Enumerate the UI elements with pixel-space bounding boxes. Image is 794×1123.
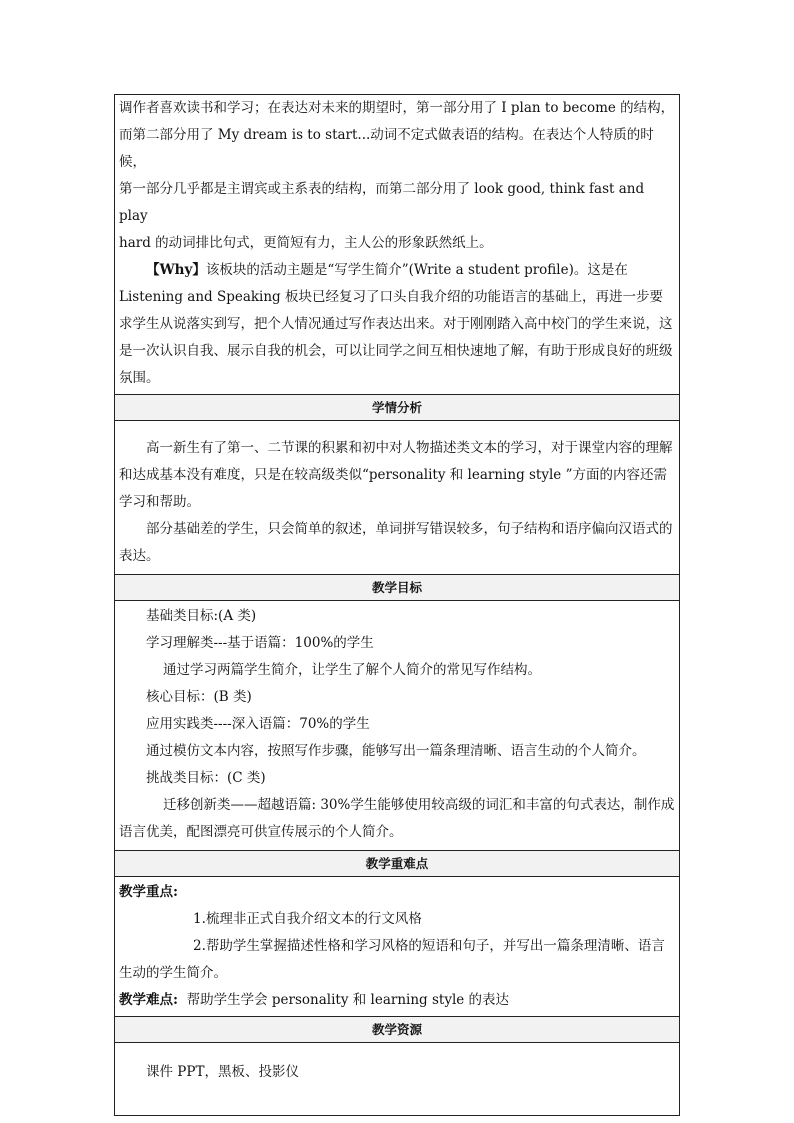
key-label: 教学重点: (119, 884, 178, 900)
goal-a-level: 学习理解类---基于语篇：100%的学生 (146, 635, 374, 651)
key-cell (115, 877, 680, 1017)
lesson-plan-table (114, 94, 680, 1116)
resources-header-row (115, 1017, 680, 1043)
intro-line-3: 第一部分几乎都是主谓宾或主系表的结构，而第二部分用了 look good, think fast and play (119, 181, 645, 224)
goal-b-heading: 核心目标：(B 类) (146, 689, 252, 705)
difficulty-label: 教学难点: (119, 992, 178, 1008)
goals-cell (115, 601, 680, 851)
goal-b-level: 应用实践类----深入语篇：70%的学生 (146, 716, 370, 732)
goals-title: 教学目标 (115, 575, 680, 601)
key-point-2: 2.帮助学生掌握描述性格和学习风格的短语和句子，并写出一篇条理清晰、语言生动的学生简介。 (119, 938, 665, 981)
analysis-title: 学情分析 (115, 395, 680, 421)
why-text: 该板块的活动主题是“写学生简介”(Write a student profile)。这是在 Listening and Speaking 板块已经复习了口头自我介绍的功能语言的基础上，再进一步要求学生从说落实到写，把个人情况通过写作表达出来。对于刚刚踏入高中校门的学生来说，这是一次认识自我、展示自我的机会，可以让同学之间互相快速地了解，有助于形成良好的班级氛围。 (119, 262, 673, 386)
intro-line-1: 调作者喜欢读书和学习；在表达对未来的期望时，第一部分用了 I plan to become 的结构， (119, 100, 675, 116)
goal-a-description: 通过学习两篇学生简介，让学生了解个人简介的常见写作结构。 (163, 662, 541, 678)
resources-text: 课件 PPT，黑板、投影仪 (146, 1064, 299, 1080)
intro-row (115, 95, 680, 395)
key-row (115, 877, 680, 1017)
intro-line-4: hard 的动词排比句式，更简短有力，主人公的形象跃然纸上。 (119, 235, 493, 251)
goal-a-heading: 基础类目标:(A 类) (146, 608, 257, 624)
key-point-1: 1.梳理非正式自我介绍文本的行文风格 (193, 911, 422, 927)
goals-header-row (115, 575, 680, 601)
key-header-row (115, 851, 680, 877)
goal-c-heading: 挑战类目标：(C 类) (146, 770, 266, 786)
analysis-cell (115, 421, 680, 575)
difficulty-line (119, 987, 675, 1014)
analysis-paragraph-1: 高一新生有了第一、二节课的积累和初中对人物描述类文本的学习，对于课堂内容的理解和达成基本没有难度，只是在较高级类似“personality 和 learning style ”方面的内容还需学习和帮助。 (119, 440, 673, 510)
goals-row (115, 601, 680, 851)
resources-title: 教学资源 (115, 1017, 680, 1043)
analysis-paragraph-2: 部分基础差的学生，只会简单的叙述，单词拼写错误较多，句子结构和语序偏向汉语式的表达。 (119, 521, 673, 564)
why-paragraph (119, 257, 675, 392)
intro-cell (115, 95, 680, 395)
why-tag: 【Why】 (146, 262, 206, 278)
resources-cell (115, 1043, 680, 1116)
goal-b-description: 通过模仿文本内容，按照写作步骤，能够写出一篇条理清晰、语言生动的个人简介。 (146, 743, 646, 759)
key-title: 教学重难点 (115, 851, 680, 877)
difficulty-text: 帮助学生学会 personality 和 learning style 的表达 (186, 992, 510, 1008)
goal-c-description: 迁移创新类——超越语篇: 30%学生能够使用较高级的词汇和丰富的句式表达，制作成语言优美，配图漂亮可供宣传展示的个人简介。 (119, 797, 675, 840)
analysis-header-row (115, 395, 680, 421)
analysis-row (115, 421, 680, 575)
resources-row (115, 1043, 680, 1116)
intro-line-2: 而第二部分用了 My dream is to start...动词不定式做表语的结构。在表达个人特质的时候， (119, 127, 654, 170)
